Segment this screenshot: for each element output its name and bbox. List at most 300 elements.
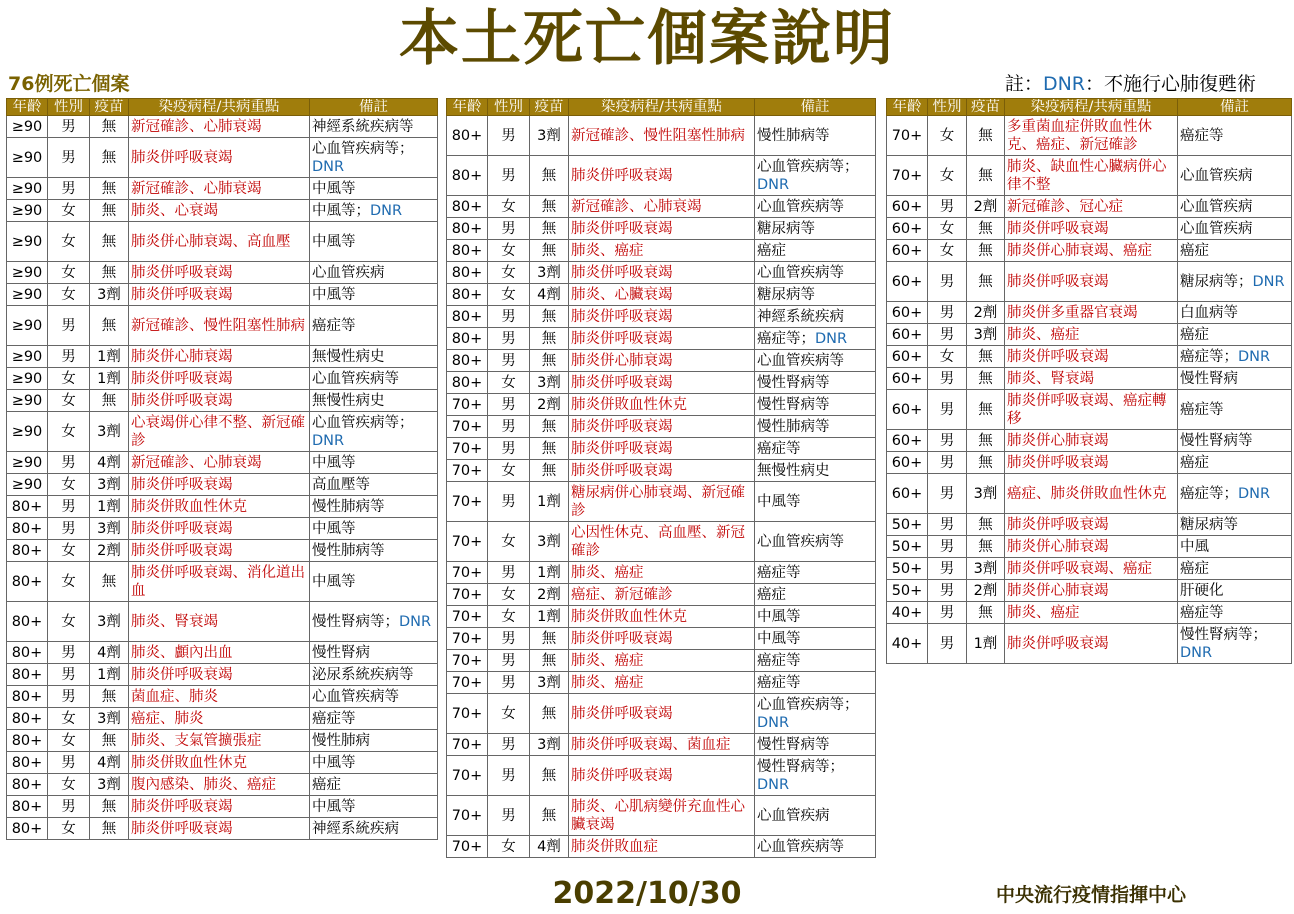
cell-vaccine: 無 (530, 218, 569, 240)
cell-note: 慢性肺病等 (755, 416, 876, 438)
cell-note: 糖尿病等 (1178, 514, 1292, 536)
cell-vaccine: 無 (530, 650, 569, 672)
cell-note: 癌症 (1178, 452, 1292, 474)
cell-course: 肺炎併呼吸衰竭 (129, 818, 310, 840)
cell-age: 80+ (7, 642, 48, 664)
cell-age: 80+ (447, 328, 488, 350)
cell-age: ≥90 (7, 178, 48, 200)
cell-sex: 女 (488, 606, 530, 628)
cell-age: 50+ (887, 558, 928, 580)
header-vaccine: 疫苗 (530, 99, 569, 116)
cell-course: 肺炎、心肌病變併充血性心臟衰竭 (569, 796, 755, 836)
table-row (887, 156, 1292, 196)
cell-vaccine: 3劑 (530, 372, 569, 394)
cell-sex: 男 (928, 262, 967, 302)
table-row (7, 602, 438, 642)
cell-note: 癌症等 (1178, 116, 1292, 156)
cell-course: 肺炎、腎衰竭 (129, 602, 310, 642)
cell-note: 癌症 (1178, 324, 1292, 346)
cell-sex: 男 (488, 306, 530, 328)
cell-vaccine: 無 (967, 390, 1005, 430)
cell-note: 慢性腎病等 (755, 734, 876, 756)
cell-vaccine: 3劑 (530, 116, 569, 156)
cell-course: 腹內感染、肺炎、癌症 (129, 774, 310, 796)
case-table-3 (886, 98, 1292, 664)
cell-sex: 女 (928, 240, 967, 262)
cell-sex: 男 (928, 580, 967, 602)
cell-vaccine: 3劑 (90, 708, 129, 730)
cell-vaccine: 2劑 (967, 196, 1005, 218)
cell-course: 肺炎併呼吸衰竭 (569, 218, 755, 240)
cell-vaccine: 3劑 (90, 602, 129, 642)
cell-vaccine: 無 (90, 730, 129, 752)
cell-sex: 男 (488, 328, 530, 350)
note-text: 糖尿病等； (1180, 273, 1253, 290)
cell-sex: 男 (488, 734, 530, 756)
cell-age: 70+ (887, 116, 928, 156)
cell-vaccine: 無 (530, 240, 569, 262)
table-row (447, 606, 876, 628)
cell-vaccine: 無 (90, 262, 129, 284)
cell-course: 新冠確診、心肺衰竭 (129, 452, 310, 474)
cell-age: 60+ (887, 390, 928, 430)
page-title: 本土死亡個案說明 (399, 4, 895, 74)
table-row (447, 756, 876, 796)
cell-age: 70+ (447, 796, 488, 836)
cell-age: 80+ (7, 730, 48, 752)
table-row (447, 416, 876, 438)
cell-course: 肺炎併呼吸衰竭 (569, 756, 755, 796)
table-row (887, 346, 1292, 368)
cell-sex: 女 (48, 368, 90, 390)
cell-note: 糖尿病等 (755, 284, 876, 306)
cell-age: 80+ (7, 818, 48, 840)
cell-note: 心血管疾病 (310, 262, 438, 284)
table-row (447, 650, 876, 672)
table-row (7, 664, 438, 686)
cell-course: 肺炎併呼吸衰竭、癌症 (1005, 558, 1178, 580)
cell-note: 慢性肺病 (310, 730, 438, 752)
cell-age: 70+ (447, 836, 488, 858)
cell-sex: 男 (48, 346, 90, 368)
note-text: 中風等； (312, 202, 370, 219)
cell-course: 肺炎併呼吸衰竭 (1005, 514, 1178, 536)
header-course: 染疫病程/共病重點 (129, 99, 310, 116)
table-row (447, 694, 876, 734)
header-course: 染疫病程/共病重點 (569, 99, 755, 116)
cell-course: 肺炎併呼吸衰竭 (569, 438, 755, 460)
table-row (887, 262, 1292, 302)
cell-age: ≥90 (7, 474, 48, 496)
cell-note (1178, 346, 1292, 368)
cell-note: 癌症等 (1178, 390, 1292, 430)
cell-sex: 男 (488, 394, 530, 416)
cell-note: 中風等 (310, 284, 438, 306)
cell-sex: 男 (48, 664, 90, 686)
cell-age: ≥90 (7, 346, 48, 368)
table-row (7, 686, 438, 708)
cell-age: 80+ (447, 196, 488, 218)
cell-vaccine: 無 (967, 240, 1005, 262)
note-text: 心血管疾病等； (757, 696, 859, 713)
table-row (447, 240, 876, 262)
note-text: 心血管疾病等； (757, 158, 859, 175)
note-prefix: 註： (1004, 73, 1043, 95)
table-row (447, 562, 876, 584)
cell-note: 慢性腎病 (310, 642, 438, 664)
cell-vaccine: 無 (90, 116, 129, 138)
cell-course: 新冠確診、冠心症 (1005, 196, 1178, 218)
dnr-tag: DNR (757, 714, 790, 731)
cell-vaccine: 無 (530, 796, 569, 836)
dnr-tag: DNR (312, 432, 345, 449)
cell-age: 40+ (887, 624, 928, 664)
cell-vaccine: 無 (530, 416, 569, 438)
dnr-tag: DNR (757, 776, 790, 793)
cell-age: 80+ (7, 496, 48, 518)
cell-course: 肺炎併敗血症 (569, 836, 755, 858)
table-row (7, 222, 438, 262)
table-row (447, 482, 876, 522)
header-age: 年齡 (7, 99, 48, 116)
cell-vaccine: 無 (967, 368, 1005, 390)
cell-sex: 女 (928, 116, 967, 156)
note-text: 心血管疾病等； (312, 140, 414, 157)
cell-note: 心血管疾病 (1178, 218, 1292, 240)
cell-vaccine: 無 (530, 756, 569, 796)
cell-age: 70+ (447, 694, 488, 734)
cell-sex: 男 (48, 642, 90, 664)
cell-note: 慢性腎病 (1178, 368, 1292, 390)
cell-vaccine: 無 (967, 116, 1005, 156)
cell-sex: 女 (488, 240, 530, 262)
cell-sex: 男 (488, 672, 530, 694)
table-row (447, 306, 876, 328)
dnr-tag: DNR (1238, 485, 1271, 502)
note-text: 慢性腎病等； (757, 758, 844, 775)
table-row (447, 438, 876, 460)
dnr-tag: DNR (757, 176, 790, 193)
cell-sex: 男 (928, 624, 967, 664)
cell-course: 肺炎併呼吸衰竭 (1005, 346, 1178, 368)
cell-vaccine: 1劑 (90, 664, 129, 686)
cell-vaccine: 無 (90, 306, 129, 346)
cell-course: 肺炎、心衰竭 (129, 200, 310, 222)
cell-sex: 女 (488, 284, 530, 306)
table-row (7, 346, 438, 368)
cell-sex: 男 (48, 496, 90, 518)
table-row (7, 390, 438, 412)
cell-note: 中風等 (755, 606, 876, 628)
cell-course: 肺炎併呼吸衰竭、消化道出血 (129, 562, 310, 602)
cell-age: ≥90 (7, 284, 48, 306)
cell-age: 80+ (447, 218, 488, 240)
cell-note (755, 756, 876, 796)
cell-course: 肺炎、癌症 (1005, 324, 1178, 346)
cell-age: 80+ (7, 708, 48, 730)
cell-age: ≥90 (7, 306, 48, 346)
cell-note: 中風等 (310, 518, 438, 540)
cell-course: 肺炎併呼吸衰竭 (569, 306, 755, 328)
cell-vaccine: 2劑 (530, 394, 569, 416)
cell-note: 癌症等 (310, 708, 438, 730)
cell-sex: 男 (928, 558, 967, 580)
cell-vaccine: 1劑 (90, 346, 129, 368)
cell-note: 癌症 (1178, 240, 1292, 262)
cell-note (310, 200, 438, 222)
cell-vaccine: 3劑 (90, 518, 129, 540)
cell-sex: 男 (928, 536, 967, 558)
cell-sex: 男 (48, 518, 90, 540)
cell-course: 多重菌血症併敗血性休克、癌症、新冠確診 (1005, 116, 1178, 156)
cell-age: 80+ (7, 602, 48, 642)
header-sex: 性別 (488, 99, 530, 116)
header-row (7, 99, 438, 116)
cell-vaccine: 無 (90, 222, 129, 262)
header-row (887, 99, 1292, 116)
cell-course: 肺炎併呼吸衰竭 (569, 460, 755, 482)
cell-note: 無慢性病史 (310, 346, 438, 368)
note-text: ：不施行心肺復甦術 (1084, 73, 1256, 95)
cell-sex: 男 (928, 602, 967, 624)
table-row (447, 196, 876, 218)
table-row (887, 368, 1292, 390)
cell-sex: 男 (488, 628, 530, 650)
cell-note: 慢性腎病等 (755, 394, 876, 416)
cell-course: 肺炎併呼吸衰竭 (129, 138, 310, 178)
cell-course: 肺炎併敗血性休克 (129, 752, 310, 774)
cell-vaccine: 無 (967, 452, 1005, 474)
note-text: 慢性腎病等； (312, 613, 399, 630)
table-row (447, 350, 876, 372)
cell-age: 80+ (447, 262, 488, 284)
table-row (887, 602, 1292, 624)
cell-vaccine: 3劑 (90, 474, 129, 496)
cell-vaccine: 2劑 (530, 584, 569, 606)
cell-vaccine: 無 (530, 328, 569, 350)
cell-vaccine: 1劑 (90, 368, 129, 390)
table-row (447, 734, 876, 756)
cell-sex: 男 (928, 196, 967, 218)
cell-course: 心衰竭併心律不整、新冠確診 (129, 412, 310, 452)
cell-course: 肺炎併呼吸衰竭 (569, 628, 755, 650)
cell-note: 神經系統疾病等 (310, 116, 438, 138)
cell-age: 80+ (447, 116, 488, 156)
cell-age: 70+ (447, 584, 488, 606)
table-row (7, 540, 438, 562)
cell-course: 肺炎併心肺衰竭 (1005, 430, 1178, 452)
cell-age: ≥90 (7, 368, 48, 390)
cell-course: 肺炎、顱內出血 (129, 642, 310, 664)
cell-sex: 男 (488, 756, 530, 796)
cell-note (310, 602, 438, 642)
cell-age: 80+ (7, 752, 48, 774)
cell-vaccine: 無 (967, 536, 1005, 558)
table-row (887, 324, 1292, 346)
table-row (887, 580, 1292, 602)
cell-vaccine: 3劑 (90, 774, 129, 796)
cell-sex: 男 (928, 430, 967, 452)
cell-sex: 女 (48, 818, 90, 840)
cell-note: 中風等 (310, 752, 438, 774)
cell-age: ≥90 (7, 412, 48, 452)
cell-note: 中風等 (310, 178, 438, 200)
cell-age: 80+ (7, 686, 48, 708)
cell-age: 70+ (887, 156, 928, 196)
note-text: 慢性腎病等； (1180, 626, 1267, 643)
case-table-1 (6, 98, 438, 840)
cell-note: 神經系統疾病 (310, 818, 438, 840)
cell-course: 肺炎、癌症 (569, 650, 755, 672)
cell-course: 肺炎併敗血性休克 (569, 606, 755, 628)
cell-note: 癌症等 (755, 562, 876, 584)
cell-course: 肺炎併心肺衰竭 (569, 350, 755, 372)
cell-note: 癌症等 (755, 438, 876, 460)
cell-vaccine: 無 (90, 562, 129, 602)
cell-age: 70+ (447, 628, 488, 650)
table-row (7, 708, 438, 730)
cell-course: 肺炎併呼吸衰竭 (1005, 218, 1178, 240)
cell-course: 肺炎併呼吸衰竭 (569, 372, 755, 394)
table-row (7, 412, 438, 452)
cell-note (1178, 262, 1292, 302)
cell-course: 肺炎、癌症 (569, 672, 755, 694)
cell-age: 70+ (447, 522, 488, 562)
table-row (887, 218, 1292, 240)
cell-sex: 男 (488, 650, 530, 672)
cell-vaccine: 無 (530, 628, 569, 650)
report-date: 2022/10/30 (552, 876, 742, 911)
cell-note (310, 138, 438, 178)
cell-vaccine: 3劑 (90, 284, 129, 306)
cell-sex: 男 (928, 302, 967, 324)
note-text: 癌症等； (1180, 485, 1238, 502)
table-row (887, 624, 1292, 664)
header-note: 備註 (755, 99, 876, 116)
cell-note: 慢性肺病等 (310, 496, 438, 518)
cell-sex: 男 (488, 562, 530, 584)
case-count-subtitle: 76例死亡個案 (8, 73, 130, 95)
cell-age: ≥90 (7, 452, 48, 474)
table-row (7, 730, 438, 752)
cell-note: 癌症等 (755, 672, 876, 694)
cell-note: 泌尿系統疾病等 (310, 664, 438, 686)
cell-note: 糖尿病等 (755, 218, 876, 240)
cell-course: 肺炎併呼吸衰竭 (569, 262, 755, 284)
header-course: 染疫病程/共病重點 (1005, 99, 1178, 116)
cell-age: 60+ (887, 302, 928, 324)
cell-sex: 男 (488, 796, 530, 836)
table-row (7, 774, 438, 796)
cell-age: 60+ (887, 346, 928, 368)
cell-sex: 女 (488, 196, 530, 218)
cell-note (755, 694, 876, 734)
cell-age: 70+ (447, 756, 488, 796)
cell-course: 肺炎併呼吸衰竭 (129, 474, 310, 496)
cell-note: 心血管疾病等 (755, 836, 876, 858)
cell-course: 肺炎併呼吸衰竭 (569, 328, 755, 350)
cell-age: 60+ (887, 474, 928, 514)
cell-age: 50+ (887, 580, 928, 602)
cell-age: 70+ (447, 650, 488, 672)
cell-course: 癌症、肺炎併敗血性休克 (1005, 474, 1178, 514)
cell-course: 肺炎、癌症 (569, 562, 755, 584)
table-row (7, 642, 438, 664)
cell-age: 80+ (447, 306, 488, 328)
table-row (7, 178, 438, 200)
table-row (447, 262, 876, 284)
cell-course: 肺炎、心臟衰竭 (569, 284, 755, 306)
cell-course: 癌症、新冠確診 (569, 584, 755, 606)
dnr-tag: DNR (1252, 273, 1285, 290)
cell-note: 心血管疾病等 (310, 368, 438, 390)
cell-note (755, 328, 876, 350)
cell-note: 中風等 (310, 562, 438, 602)
cell-sex: 男 (488, 156, 530, 196)
cell-sex: 女 (48, 390, 90, 412)
cell-course: 肺炎併敗血性休克 (129, 496, 310, 518)
header-sex: 性別 (928, 99, 967, 116)
table-row (447, 672, 876, 694)
cell-course: 肺炎併心肺衰竭 (1005, 580, 1178, 602)
cell-note: 心血管疾病等 (755, 262, 876, 284)
cell-age: 70+ (447, 482, 488, 522)
cell-vaccine: 無 (967, 156, 1005, 196)
cell-age: 70+ (447, 734, 488, 756)
cell-note: 無慢性病史 (310, 390, 438, 412)
cell-vaccine: 2劑 (967, 302, 1005, 324)
cell-vaccine: 無 (967, 346, 1005, 368)
cell-age: 80+ (7, 664, 48, 686)
table-row (887, 302, 1292, 324)
cell-sex: 男 (48, 752, 90, 774)
cell-note: 心血管疾病等 (755, 350, 876, 372)
cell-note (1178, 624, 1292, 664)
table-row (447, 284, 876, 306)
cell-vaccine: 無 (90, 686, 129, 708)
cell-sex: 男 (928, 514, 967, 536)
dnr-tag: DNR (815, 330, 848, 347)
cell-age: 70+ (447, 460, 488, 482)
cell-sex: 女 (488, 584, 530, 606)
cell-course: 新冠確診、心肺衰竭 (569, 196, 755, 218)
cell-course: 肺炎、支氣管擴張症 (129, 730, 310, 752)
cell-course: 肺炎併呼吸衰竭 (129, 262, 310, 284)
cell-age: 40+ (887, 602, 928, 624)
cell-note: 中風等 (755, 628, 876, 650)
cell-sex: 男 (488, 116, 530, 156)
table-row (447, 372, 876, 394)
cell-sex: 男 (48, 116, 90, 138)
cell-vaccine: 3劑 (530, 262, 569, 284)
table-row (7, 818, 438, 840)
cell-vaccine: 無 (530, 694, 569, 734)
cell-vaccine: 無 (90, 390, 129, 412)
table-row (887, 452, 1292, 474)
cell-vaccine: 無 (530, 438, 569, 460)
cell-sex: 女 (48, 730, 90, 752)
dnr-tag: DNR (1180, 644, 1213, 661)
header-note: 備註 (1178, 99, 1292, 116)
cell-age: 80+ (7, 796, 48, 818)
cell-course: 肺炎併呼吸衰竭 (569, 156, 755, 196)
organization-name: 中央流行疫情指揮中心 (996, 884, 1187, 906)
cell-vaccine: 無 (530, 156, 569, 196)
cell-vaccine: 1劑 (967, 624, 1005, 664)
cell-course: 肺炎併呼吸衰竭 (129, 284, 310, 306)
cell-vaccine: 無 (90, 818, 129, 840)
cell-sex: 男 (48, 452, 90, 474)
